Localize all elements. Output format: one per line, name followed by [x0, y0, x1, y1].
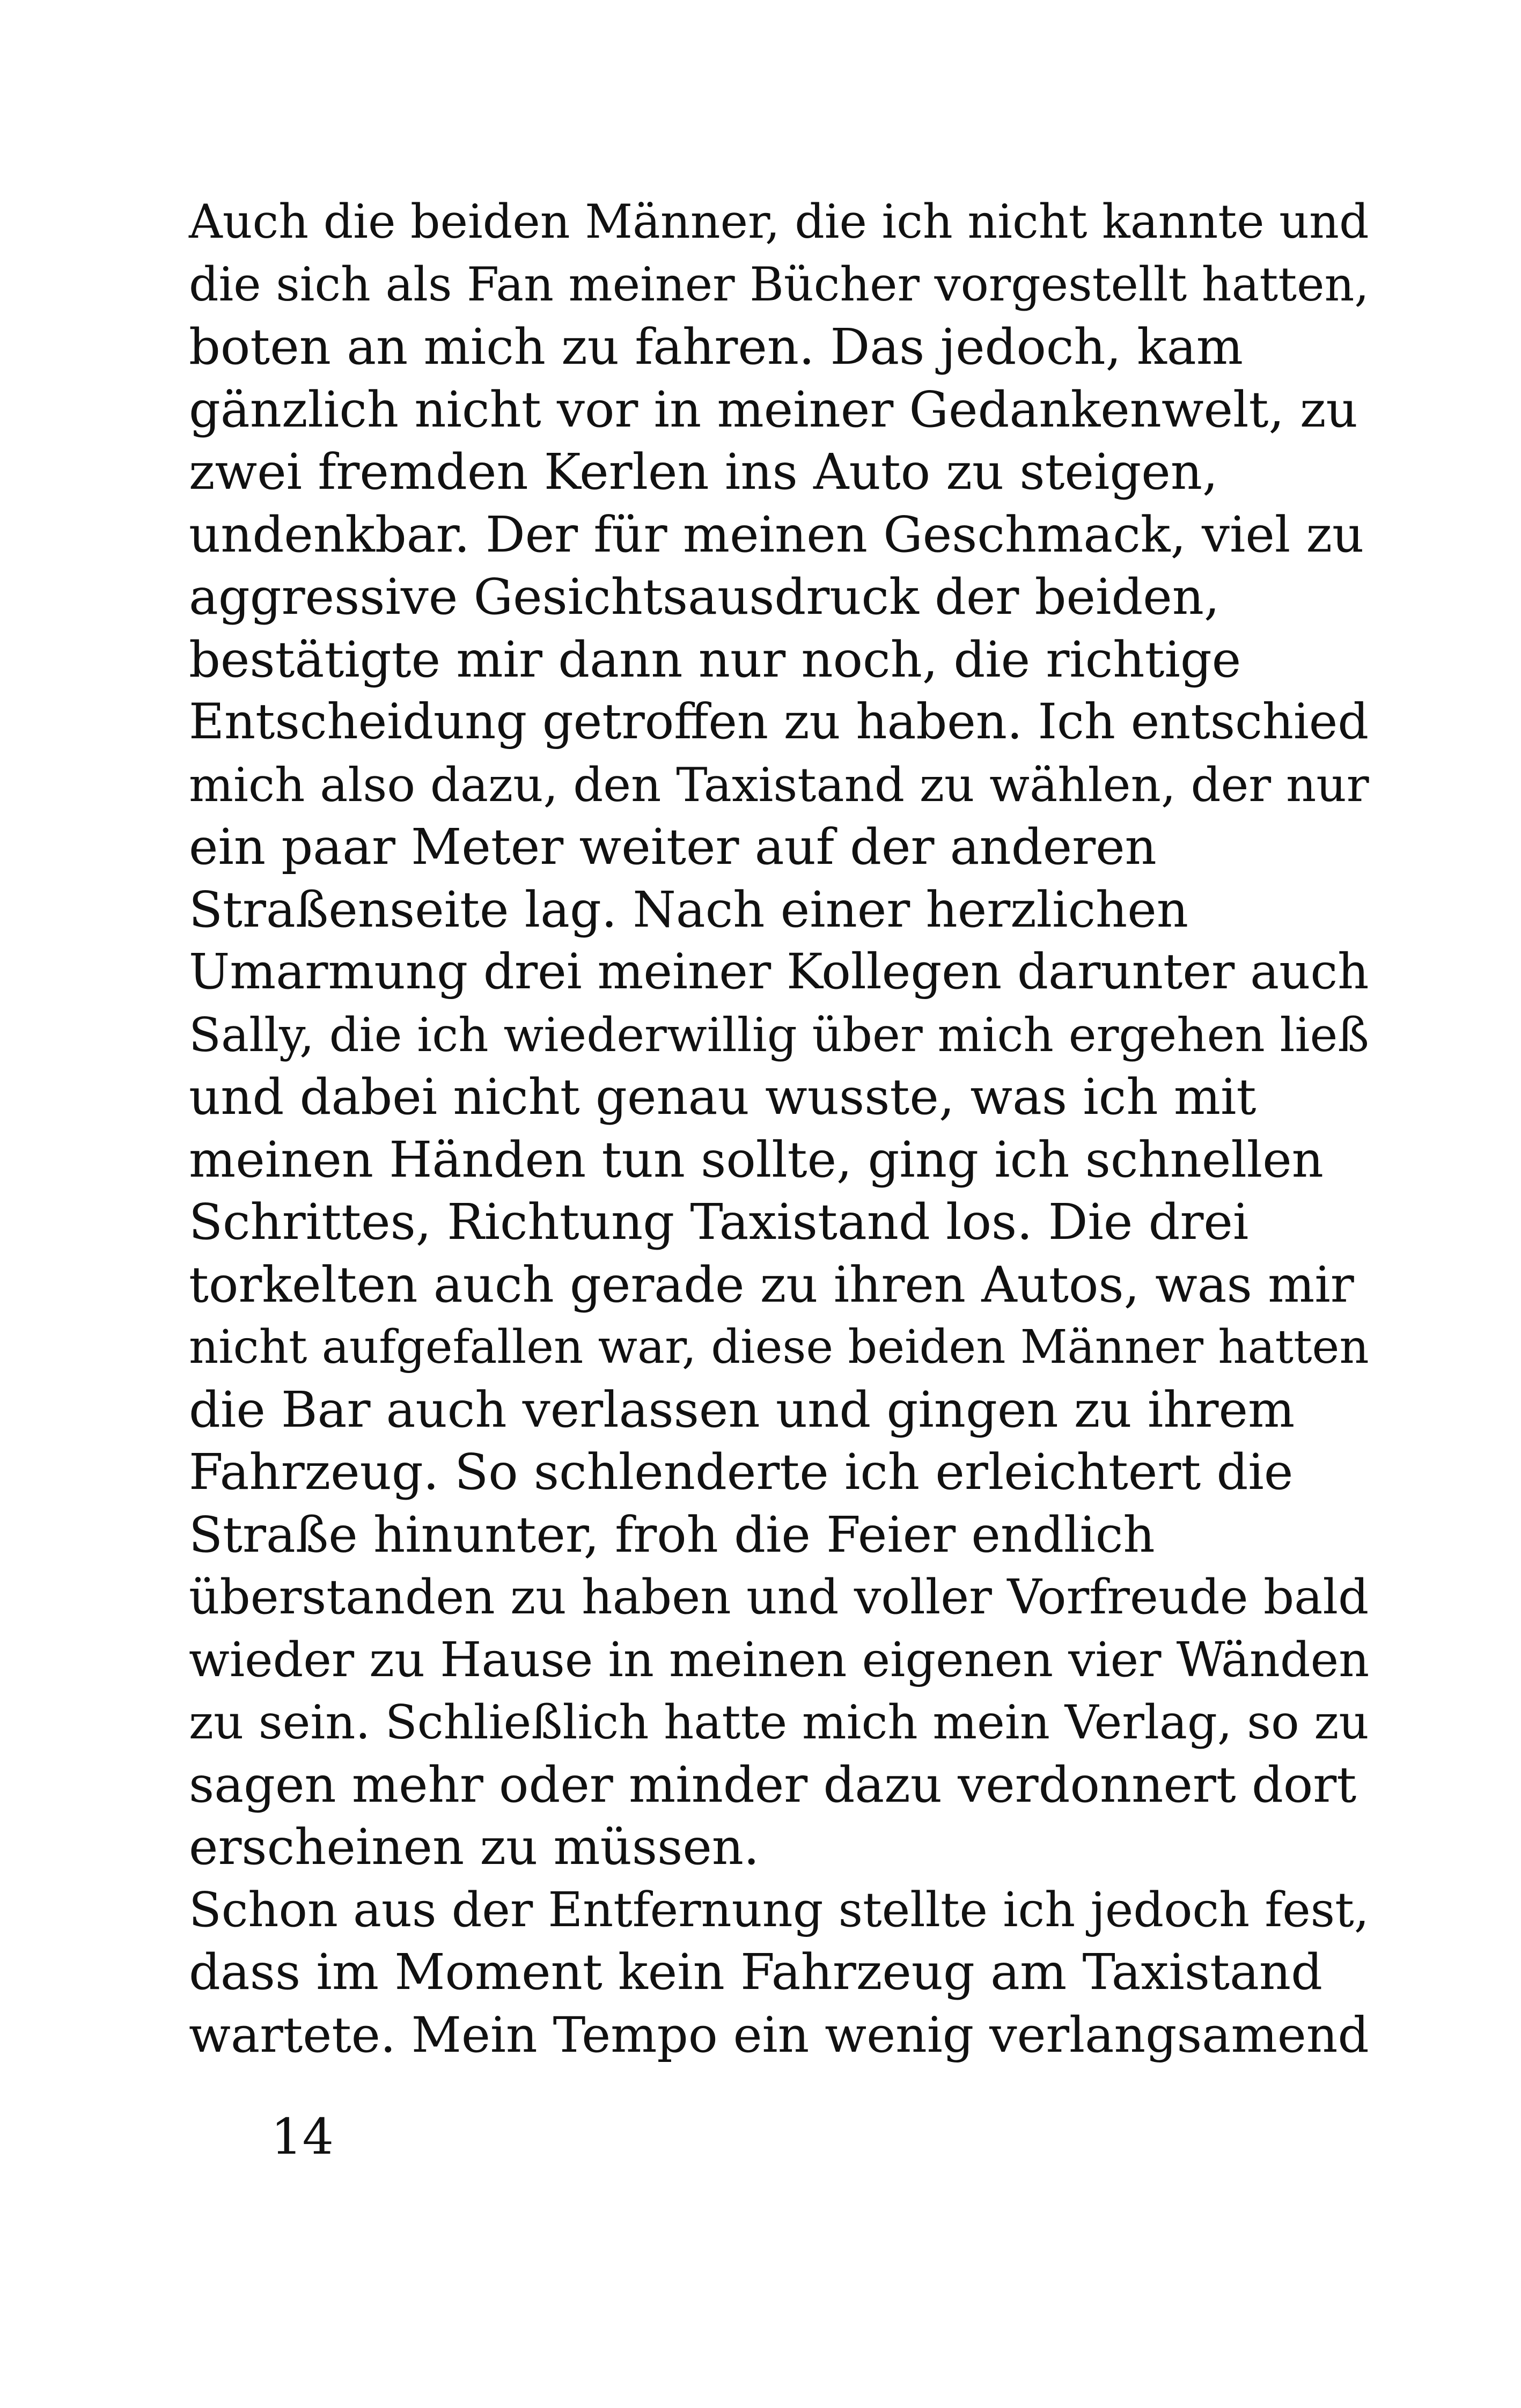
text-line: und dabei nicht genau wusste, was ich mit — [189, 1068, 1257, 1126]
text-line: undenkbar. Der für meinen Geschmack, viel zu — [189, 505, 1364, 563]
text-line: Auch die beiden Männer, die ich nicht kannte und — [189, 195, 1369, 249]
text-line: bestätigte mir dann nur noch, die richtige — [189, 630, 1241, 688]
text-line: meinen Händen tun sollte, ging ich schnellen — [189, 1130, 1324, 1188]
text-line: mich also dazu, den Taxistand zu wählen, der nur — [189, 757, 1369, 812]
text-line: zwei fremden Kerlen ins Auto zu steigen, — [189, 443, 1218, 501]
text-line: überstanden zu haben und voller Vorfreude bald — [189, 1569, 1369, 1625]
text-line: boten an mich zu fahren. Das jedoch, kam — [189, 318, 1243, 376]
text-line: Fahrzeug. So schlenderte ich erleichtert die — [189, 1443, 1294, 1501]
text-line: erscheinen zu müssen. — [189, 1818, 760, 1876]
text-line: zu sein. Schließlich hatte mich mein Verlag, so zu — [189, 1695, 1369, 1750]
text-line: Sally, die ich wiederwillig über mich ergehen ließ — [189, 1007, 1369, 1062]
page-number: 14 — [271, 2108, 334, 2165]
text-line: wieder zu Hause in meinen eigenen vier Wänden — [189, 1632, 1370, 1687]
text-line: Entscheidung getroffen zu haben. Ich entschied — [189, 694, 1369, 750]
text-line: Schon aus der Entfernung stellte ich jedoch fest, — [189, 1882, 1369, 1937]
text-line: gänzlich nicht vor in meiner Gedankenwelt, zu — [189, 380, 1358, 438]
text-line: die sich als Fan meiner Bücher vorgestellt hatten, — [189, 257, 1369, 312]
text-line: aggressive Gesichtsausdruck der beiden, — [189, 568, 1220, 626]
text-line: sagen mehr oder minder dazu verdonnert dort — [189, 1756, 1357, 1814]
text-line: ein paar Meter weiter auf der anderen — [189, 818, 1157, 876]
text-line: Umarmung drei meiner Kollegen darunter auch — [189, 944, 1369, 1000]
text-line: Schrittes, Richtung Taxistand los. Die drei — [189, 1193, 1249, 1251]
text-line: dass im Moment kein Fahrzeug am Taxistand — [189, 1943, 1323, 2001]
text-line: Straßenseite lag. Nach einer herzlichen — [189, 880, 1188, 938]
text-line: Straße hinunter, froh die Feier endlich — [189, 1506, 1155, 1563]
text-line: torkelten auch gerade zu ihren Autos, was mir — [189, 1256, 1354, 1313]
text-line: wartete. Mein Tempo ein wenig verlangsamend — [189, 2006, 1369, 2064]
text-line: nicht aufgefallen war, diese beiden Männer hatten — [189, 1320, 1369, 1374]
body-text — [189, 191, 1369, 2066]
text-line: die Bar auch verlassen und gingen zu ihrem — [189, 1381, 1295, 1438]
